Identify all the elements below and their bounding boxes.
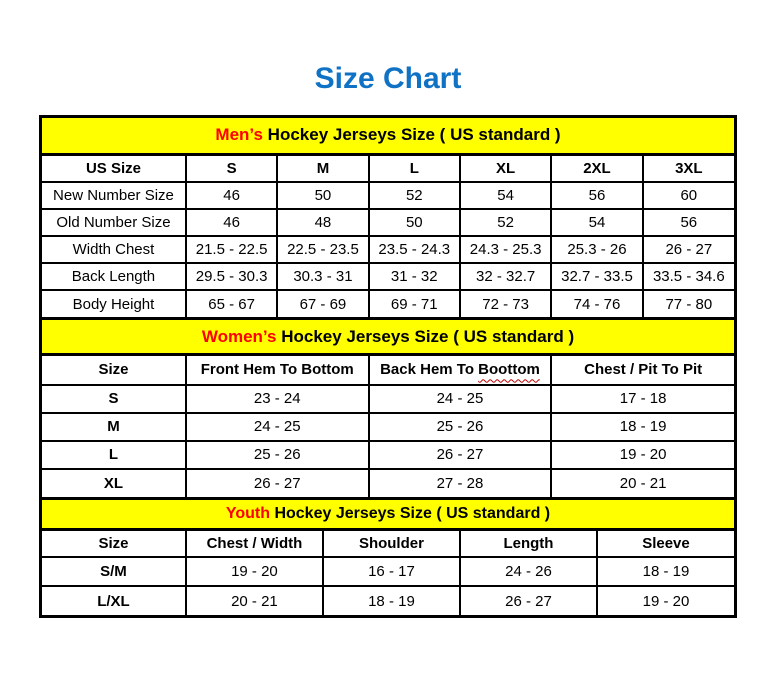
- size-value-cell: 72 - 73: [460, 290, 551, 317]
- size-chart-container: [39, 115, 737, 618]
- size-value-cell: 24.3 - 25.3: [460, 236, 551, 263]
- size-value-cell: 32 - 32.7: [460, 263, 551, 290]
- size-row: [42, 385, 734, 413]
- size-value-cell: 25.3 - 26: [551, 236, 642, 263]
- size-value-cell: 29.5 - 30.3: [186, 263, 277, 290]
- womens-header-row: [42, 355, 734, 385]
- column-header: Front Hem To Bottom: [186, 355, 369, 385]
- banner-text: Hockey Jerseys Size ( US standard ): [276, 326, 575, 346]
- column-header: S: [186, 154, 277, 182]
- youth-size-table: [42, 497, 734, 616]
- size-row: [42, 236, 734, 263]
- size-row: [42, 263, 734, 290]
- size-row: [42, 209, 734, 236]
- row-label: XL: [42, 469, 186, 497]
- row-label: S: [42, 385, 186, 413]
- size-value-cell: 23.5 - 24.3: [369, 236, 460, 263]
- page-title: Size Chart: [314, 62, 462, 95]
- row-label: Old Number Size: [42, 209, 186, 236]
- size-value-cell: 24 - 26: [460, 557, 597, 586]
- column-header: Sleeve: [597, 529, 734, 557]
- banner-highlight: Men’s: [215, 125, 263, 145]
- row-label: New Number Size: [42, 182, 186, 209]
- size-value-cell: 67 - 69: [277, 290, 368, 317]
- row-label: S/M: [42, 557, 186, 586]
- row-label: M: [42, 413, 186, 441]
- size-value-cell: 17 - 18: [551, 385, 734, 413]
- size-value-cell: 26 - 27: [643, 236, 734, 263]
- column-header: XL: [460, 154, 551, 182]
- size-row: [42, 413, 734, 441]
- size-value-cell: 19 - 20: [597, 586, 734, 615]
- size-value-cell: 52: [369, 182, 460, 209]
- size-value-cell: 46: [186, 182, 277, 209]
- column-header: L: [369, 154, 460, 182]
- banner-text: Hockey Jerseys Size ( US standard ): [262, 125, 561, 145]
- size-value-cell: 30.3 - 31: [277, 263, 368, 290]
- column-header: 2XL: [551, 154, 642, 182]
- womens-banner-row: [42, 319, 734, 355]
- size-value-cell: 32.7 - 33.5: [551, 263, 642, 290]
- size-value-cell: 31 - 32: [369, 263, 460, 290]
- size-value-cell: 50: [277, 182, 368, 209]
- size-row: [42, 469, 734, 497]
- size-value-cell: 48: [277, 209, 368, 236]
- size-value-cell: 77 - 80: [643, 290, 734, 317]
- row-label: L/XL: [42, 586, 186, 615]
- size-value-cell: 18 - 19: [323, 586, 460, 615]
- size-value-cell: 65 - 67: [186, 290, 277, 317]
- size-value-cell: 19 - 20: [186, 557, 323, 586]
- youth-section-banner: [42, 498, 734, 529]
- size-value-cell: 60: [643, 182, 734, 209]
- mens-section-banner: [42, 118, 734, 154]
- size-value-cell: 46: [186, 209, 277, 236]
- size-value-cell: 16 - 17: [323, 557, 460, 586]
- size-value-cell: 33.5 - 34.6: [643, 263, 734, 290]
- mens-banner-row: [42, 118, 734, 154]
- column-header: Length: [460, 529, 597, 557]
- size-value-cell: 18 - 19: [597, 557, 734, 586]
- column-header: Size: [42, 355, 186, 385]
- row-label: Body Height: [42, 290, 186, 317]
- mens-size-table: [42, 118, 734, 317]
- banner-text: Hockey Jerseys Size ( US standard ): [270, 504, 551, 522]
- size-row: [42, 290, 734, 317]
- size-value-cell: 21.5 - 22.5: [186, 236, 277, 263]
- size-value-cell: 22.5 - 23.5: [277, 236, 368, 263]
- size-value-cell: 25 - 26: [369, 413, 552, 441]
- womens-section-banner: [42, 319, 734, 355]
- size-value-cell: 26 - 27: [369, 441, 552, 469]
- row-label: Back Length: [42, 263, 186, 290]
- column-header: Size: [42, 529, 186, 557]
- size-value-cell: 24 - 25: [369, 385, 552, 413]
- column-header: Chest / Width: [186, 529, 323, 557]
- size-value-cell: 56: [551, 182, 642, 209]
- column-header: 3XL: [643, 154, 734, 182]
- size-row: [42, 441, 734, 469]
- size-value-cell: 20 - 21: [186, 586, 323, 615]
- size-value-cell: 26 - 27: [186, 469, 369, 497]
- column-header: M: [277, 154, 368, 182]
- size-value-cell: 69 - 71: [369, 290, 460, 317]
- size-value-cell: 54: [460, 182, 551, 209]
- column-header: Shoulder: [323, 529, 460, 557]
- size-value-cell: 18 - 19: [551, 413, 734, 441]
- banner-highlight: Women’s: [201, 326, 277, 346]
- banner-highlight: Youth: [225, 504, 270, 522]
- column-header: US Size: [42, 154, 186, 182]
- row-label: Width Chest: [42, 236, 186, 263]
- size-value-cell: 74 - 76: [551, 290, 642, 317]
- size-value-cell: 26 - 27: [460, 586, 597, 615]
- size-value-cell: 25 - 26: [186, 441, 369, 469]
- column-header: Chest / Pit To Pit: [551, 355, 734, 385]
- size-value-cell: 24 - 25: [186, 413, 369, 441]
- misspelled-word: Boottom: [478, 361, 540, 379]
- size-row: [42, 586, 734, 615]
- size-value-cell: 50: [369, 209, 460, 236]
- size-row: [42, 182, 734, 209]
- column-header-text: Back Hem To: [380, 361, 479, 379]
- size-row: [42, 557, 734, 586]
- size-value-cell: 23 - 24: [186, 385, 369, 413]
- size-value-cell: 56: [643, 209, 734, 236]
- row-label: L: [42, 441, 186, 469]
- mens-header-row: [42, 154, 734, 182]
- size-value-cell: 20 - 21: [551, 469, 734, 497]
- youth-header-row: [42, 529, 734, 557]
- youth-banner-row: [42, 498, 734, 529]
- size-value-cell: 19 - 20: [551, 441, 734, 469]
- size-value-cell: 52: [460, 209, 551, 236]
- womens-size-table: [42, 317, 734, 497]
- size-value-cell: 54: [551, 209, 642, 236]
- column-header: [369, 355, 552, 385]
- size-value-cell: 27 - 28: [369, 469, 552, 497]
